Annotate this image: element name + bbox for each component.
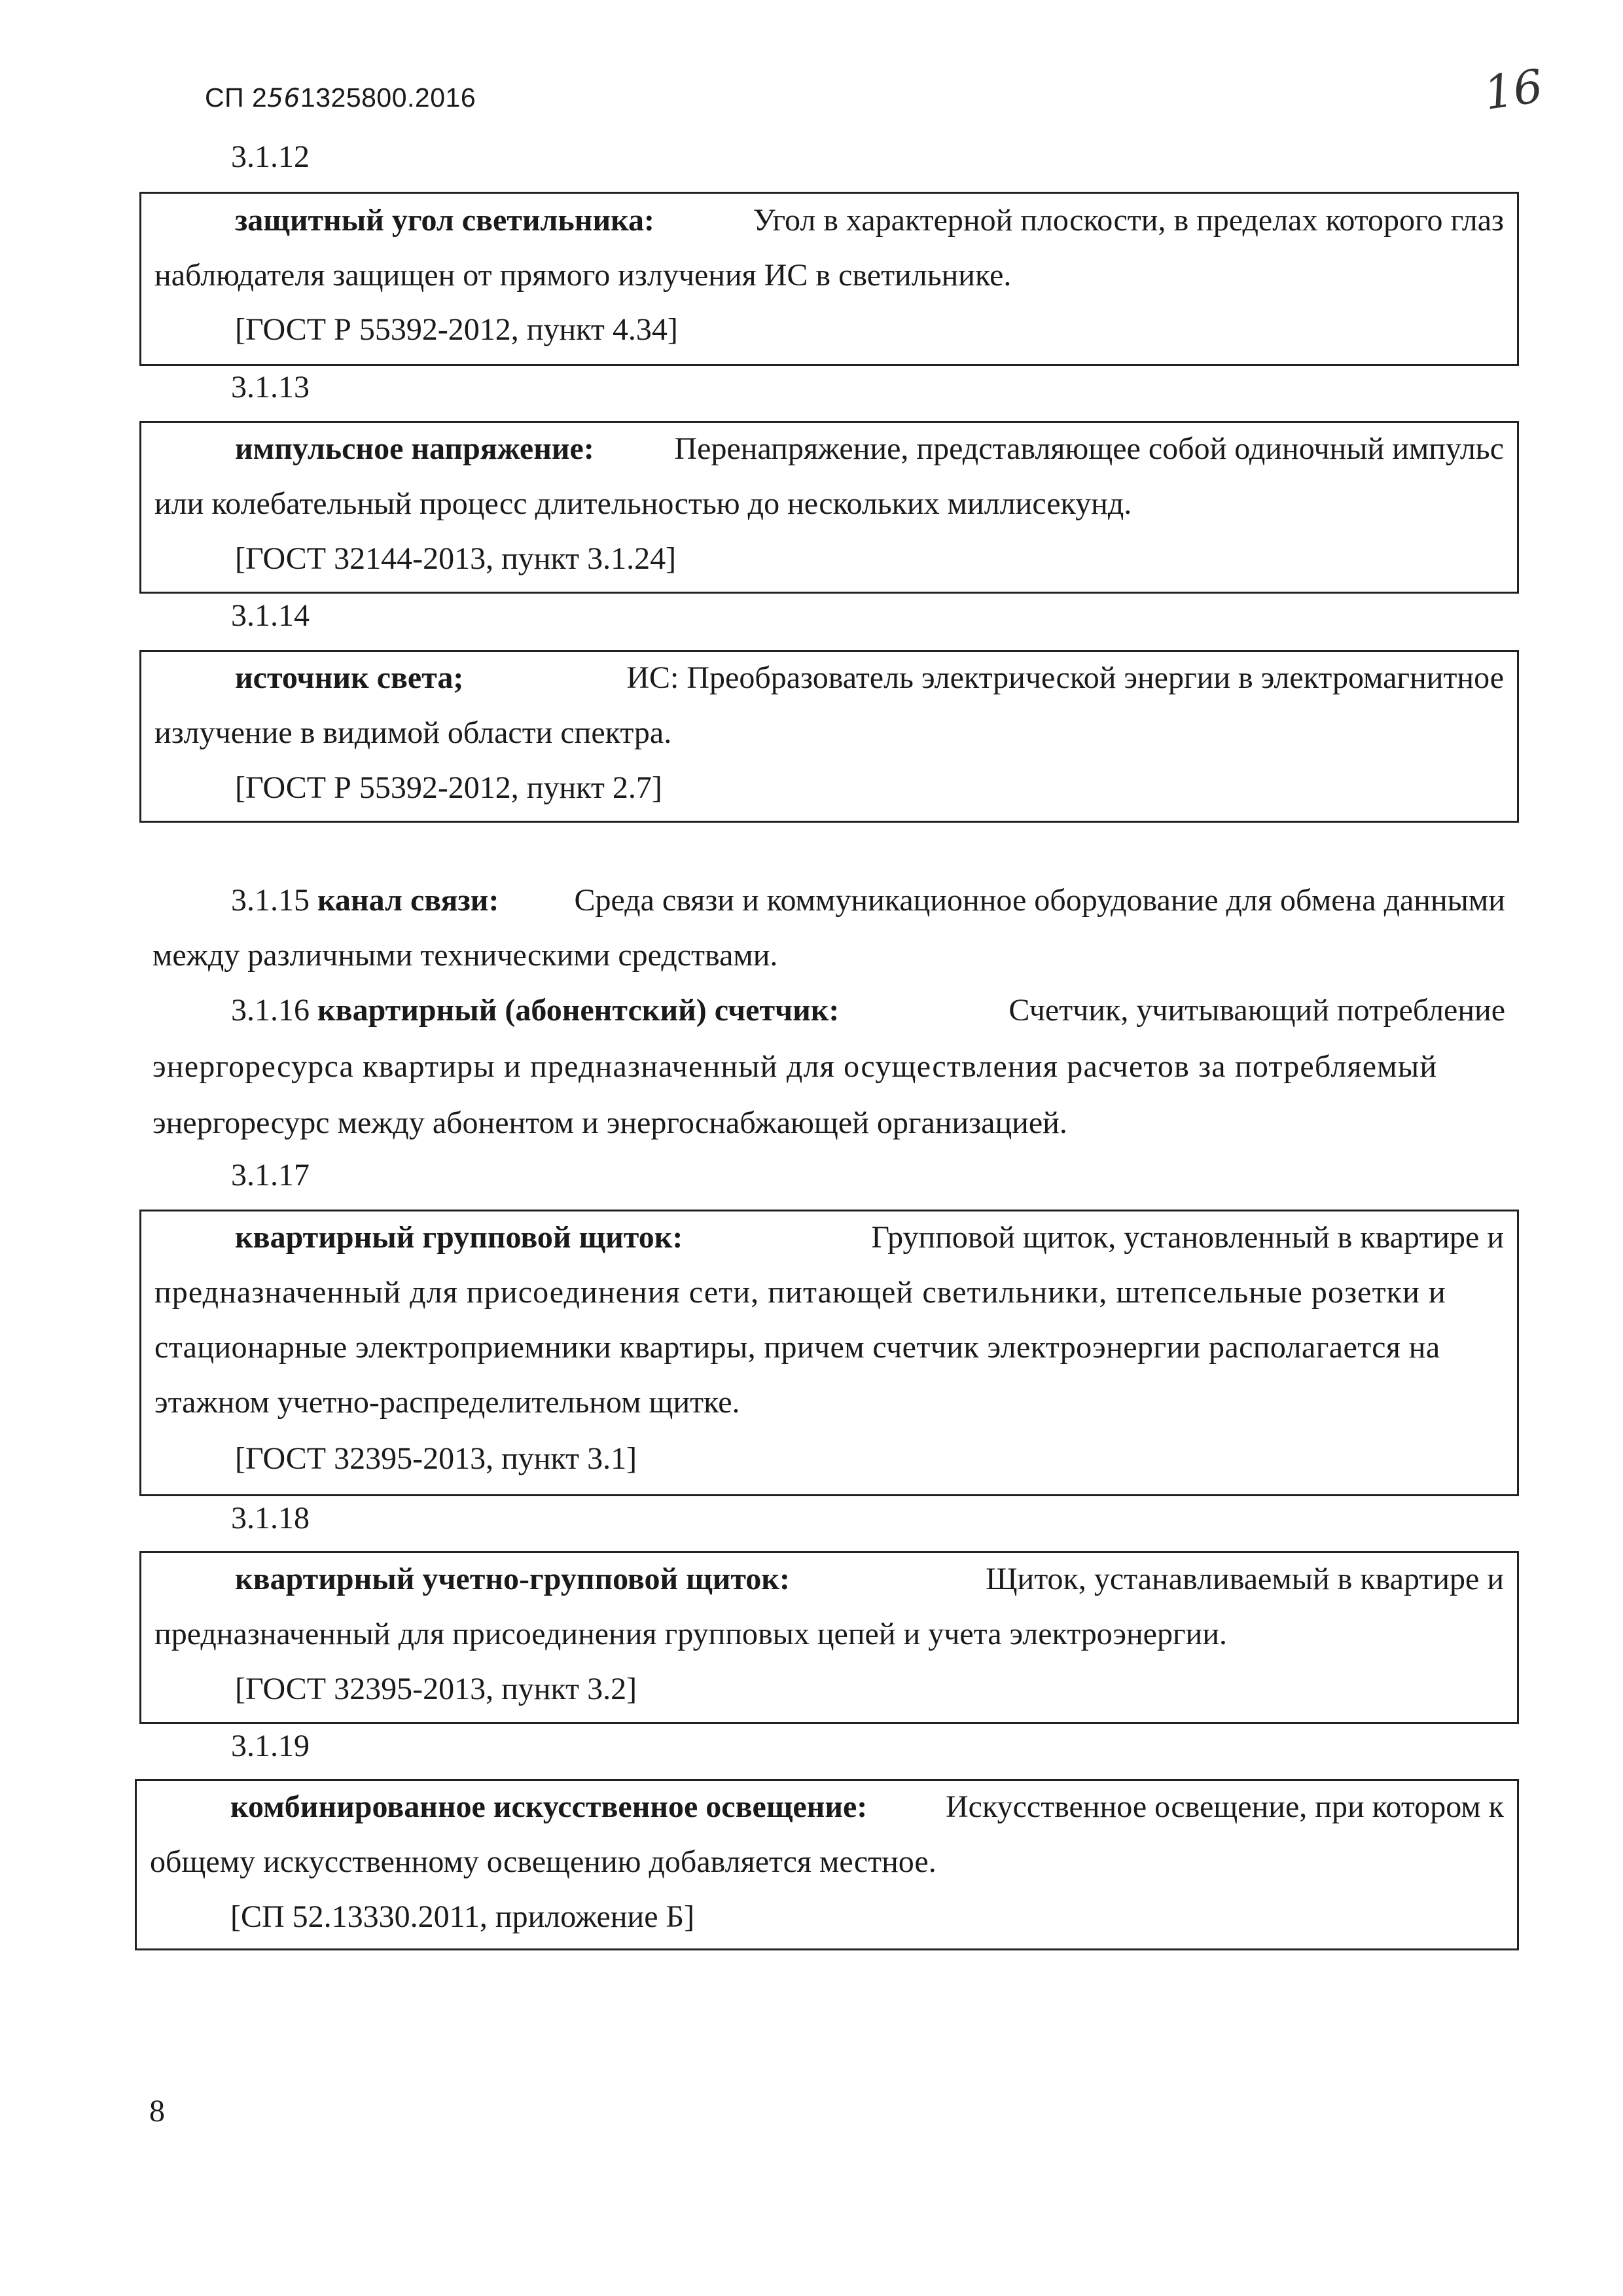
- definition-box-3-1-18: [139, 1551, 1519, 1724]
- definition-text: стационарные электроприемники квартиры, причем счетчик электроэнергии располагается на: [154, 1330, 1440, 1365]
- definition-box-3-1-19: [135, 1779, 1519, 1950]
- document-code: [205, 82, 476, 113]
- reference: [СП 52.13330.2011, приложение Б]: [230, 1899, 695, 1934]
- term: источник света;: [235, 660, 464, 695]
- definition-text: или колебательный процесс длительностью до нескольких миллисекунд.: [154, 486, 1132, 521]
- term: защитный угол светильника:: [235, 203, 655, 238]
- definition-box-3-1-13: [139, 421, 1519, 594]
- paragraph-3-1-16: [231, 992, 1505, 1028]
- definition-text: между различными техническими средствами.: [152, 938, 778, 973]
- term: квартирный (абонентский) счетчик:: [317, 993, 840, 1028]
- handwritten-page-mark: 16: [1480, 59, 1546, 120]
- term: квартирный групповой щиток:: [235, 1220, 683, 1255]
- reference: [ГОСТ 32144-2013, пункт 3.1.24]: [235, 541, 677, 576]
- definition-text: предназначенный для присоединения групповых цепей и учета электроэнергии.: [154, 1617, 1228, 1651]
- definition-text: излучение в видимой области спектра.: [154, 715, 672, 750]
- definition-box-3-1-17: [139, 1210, 1519, 1496]
- reference: [ГОСТ Р 55392-2012, пункт 4.34]: [235, 312, 678, 347]
- entry-number: 3.1.14: [231, 598, 310, 633]
- page-number: 8: [149, 2094, 165, 2128]
- definition-text: общему искусственному освещению добавляется местное.: [150, 1844, 936, 1879]
- definition-box-3-1-14: [139, 650, 1519, 823]
- definition-text: [152, 1049, 1505, 1085]
- reference: [ГОСТ 32395-2013, пункт 3.1]: [235, 1441, 637, 1476]
- definition-text: ИС: Преобразователь электрической энергии в электромагнитное: [626, 660, 1504, 695]
- doc-code-suffix: 1325800.2016: [300, 82, 476, 113]
- term: канал связи:: [317, 883, 499, 918]
- definition-text: Щиток, устанавливаемый в квартире и: [986, 1562, 1504, 1596]
- definition-text: этажном учетно-распределительном щитке.: [154, 1385, 740, 1420]
- definition-box-3-1-12: [139, 192, 1519, 366]
- entry-number: 3.1.13: [231, 370, 310, 404]
- definition-text: энергоресурс между абонентом и энергоснабжающей организацией.: [152, 1105, 1067, 1140]
- definition-text: Групповой щиток, установленный в квартире и: [871, 1220, 1504, 1255]
- definition-text: наблюдателя защищен от прямого излучения ИС в светильнике.: [154, 258, 1012, 293]
- reference: [ГОСТ Р 55392-2012, пункт 2.7]: [235, 770, 662, 805]
- entry-number: 3.1.19: [231, 1729, 310, 1763]
- definition-text: Угол в характерной плоскости, в пределах которого глаз: [753, 203, 1504, 238]
- reference: [ГОСТ 32395-2013, пункт 3.2]: [235, 1672, 637, 1706]
- entry-number: 3.1.12: [231, 139, 310, 174]
- definition-text: энергоресурса квартиры и предназначенный для осуществления расчетов за потребляемый: [152, 1049, 1438, 1084]
- entry-number: 3.1.15: [231, 883, 310, 918]
- definition-text: предназначенный для присоединения сети, питающей светильники, штепсельные розетки и: [154, 1275, 1446, 1310]
- definition-text: Среда связи и коммуникационное оборудование для обмена данными: [574, 883, 1505, 918]
- entry-number: 3.1.18: [231, 1501, 310, 1535]
- doc-code-prefix: СП 2: [205, 82, 268, 113]
- paragraph-3-1-15: [231, 882, 1505, 918]
- entry-number: 3.1.16: [231, 993, 310, 1028]
- term: квартирный учетно-групповой щиток:: [235, 1562, 790, 1596]
- term: комбинированное искусственное освещение:: [230, 1789, 868, 1824]
- definition-text: Искусственное освещение, при котором к: [945, 1789, 1504, 1824]
- definition-text: Счетчик, учитывающий потребление: [1008, 993, 1505, 1028]
- definition-text: Перенапряжение, представляющее собой одиночный импульс: [674, 431, 1504, 466]
- term: импульсное напряжение:: [235, 431, 594, 466]
- entry-number: 3.1.17: [231, 1158, 310, 1193]
- doc-code-handwritten: 56: [267, 84, 300, 113]
